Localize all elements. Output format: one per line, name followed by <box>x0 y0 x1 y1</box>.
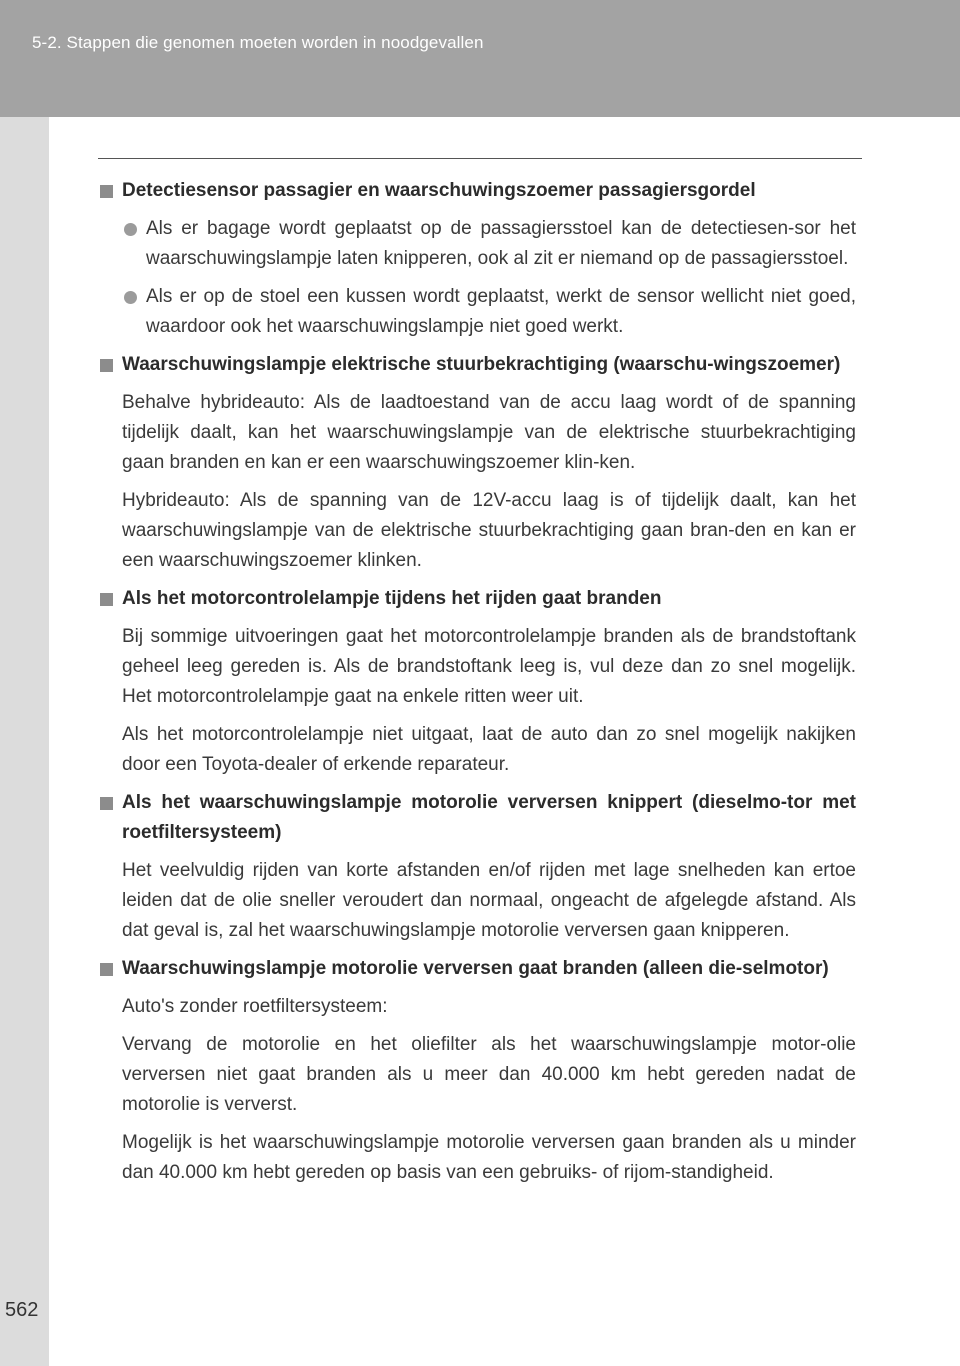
square-bullet-icon <box>100 359 113 372</box>
paragraph: Vervang de motorolie en het oliefilter als het waarschuwingslampje motor-olie verversen niet gaat branden als u meer dan 40.000 km hebt gereden nadat de motorolie is ververst. <box>122 1034 856 1115</box>
section-heading: Als het motorcontrolelampje tijdens het rijden gaat branden <box>100 584 856 614</box>
square-bullet-icon <box>100 185 113 198</box>
list-item: Als er op de stoel een kussen wordt geplaatst, werkt de sensor wellicht niet goed, waardoor ook het waarschuwingslampje niet goed werkt. <box>100 282 856 342</box>
section-heading: Als het waarschuwingslampje motorolie verversen knippert (dieselmo-tor met roetfiltersysteem) <box>100 788 856 848</box>
paragraph: Behalve hybrideauto: Als de laadtoestand van de accu laag wordt of de spanning tijdelijk daalt, kan het waarschuwingslampje van de elektrische stuurbekrachtiging gaan branden en kan er een waarschuwingszoemer klin-ken. <box>122 392 856 473</box>
square-bullet-icon <box>100 593 113 606</box>
section-heading: Detectiesensor passagier en waarschuwingszoemer passagiersgordel <box>100 176 856 206</box>
paragraph: Mogelijk is het waarschuwingslampje motorolie verversen gaan branden als u minder dan 40.000 km hebt gereden op basis van een gebruiks- of rijom-standigheid. <box>122 1132 856 1183</box>
square-bullet-icon <box>100 797 113 810</box>
paragraph: Het veelvuldig rijden van korte afstanden en/of rijden met lage snelheden kan ertoe leiden dat de olie sneller veroudert dan normaal, ongeacht de afgelegde afstand. Als dat geval is, zal het waarschuwingslampje motorolie verversen gaan knipperen. <box>122 860 856 941</box>
paragraph: Auto's zonder roetfiltersysteem: <box>122 996 388 1017</box>
side-band <box>0 117 49 1366</box>
paragraph: Bij sommige uitvoeringen gaat het motorcontrolelampje branden als de brandstoftank geheel leeg gereden is. Als de brandstoftank leeg is, vul deze dan zo snel mogelijk. Het motorcontrolelampje gaat na enkele ritten weer uit. <box>122 626 856 707</box>
list-item: Als er bagage wordt geplaatst op de passagiersstoel kan de detectiesen-sor het waarschuwingslampje laten knipperen, ook al zit er niemand op de passagiersstoel. <box>100 214 856 274</box>
top-rule <box>98 158 862 159</box>
section-heading: Waarschuwingslampje elektrische stuurbekrachtiging (waarschu-wingszoemer) <box>100 350 856 380</box>
header-band <box>0 0 960 117</box>
page-number: 562 <box>5 1299 39 1321</box>
section-heading: Waarschuwingslampje motorolie verversen gaat branden (alleen die-selmotor) <box>100 954 856 984</box>
paragraph: Hybrideauto: Als de spanning van de 12V-accu laag is of tijdelijk daalt, kan het waarschuwingslampje van de elektrische stuurbekrachtiging gaan bran-den en kan er een waarschuwingszoemer klinken. <box>122 490 856 571</box>
section-title: 5-2. Stappen die genomen moeten worden in noodgevallen <box>32 33 484 52</box>
page-content <box>100 176 856 1188</box>
paragraph: Als het motorcontrolelampje niet uitgaat, laat de auto dan zo snel mogelijk nakijken door een Toyota-dealer of erkende reparateur. <box>122 724 856 775</box>
square-bullet-icon <box>100 963 113 976</box>
circle-bullet-icon <box>124 223 137 236</box>
circle-bullet-icon <box>124 291 137 304</box>
